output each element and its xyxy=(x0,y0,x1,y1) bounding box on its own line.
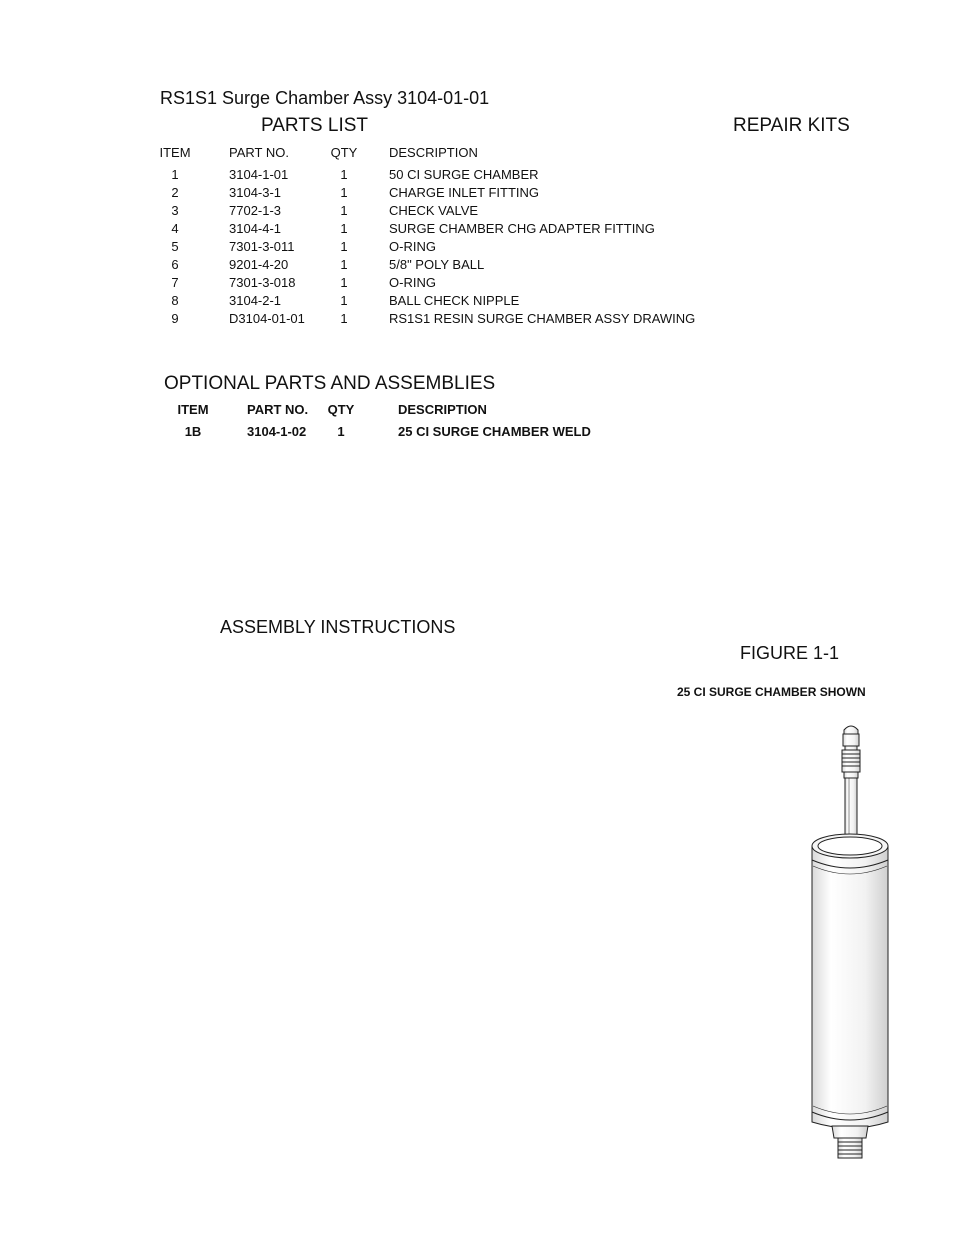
optional-parts-heading: OPTIONAL PARTS AND ASSEMBLIES xyxy=(164,373,496,394)
cell-qty: 1 xyxy=(340,275,348,290)
table-header-row xyxy=(175,401,675,423)
col-desc-header: DESCRIPTION xyxy=(389,145,478,160)
table-row xyxy=(158,292,758,310)
chamber-body xyxy=(812,834,888,1128)
cell-item: 1 xyxy=(171,167,179,182)
table-row xyxy=(158,238,758,256)
col-part-header: PART NO. xyxy=(229,145,289,160)
cell-desc: O-RING xyxy=(389,275,436,290)
cell-part: 9201-4-20 xyxy=(229,257,289,272)
cell-part: 7301-3-018 xyxy=(229,275,296,290)
cell-part: D3104-01-01 xyxy=(229,311,305,326)
table-row xyxy=(158,274,758,292)
cell-desc: BALL CHECK NIPPLE xyxy=(389,293,520,308)
cell-part: 7301-3-011 xyxy=(229,239,295,254)
table-row xyxy=(175,423,675,441)
cell-part: 3104-4-1 xyxy=(229,221,282,236)
cell-part: 3104-1-02 xyxy=(247,424,307,439)
cell-desc: CHECK VALVE xyxy=(389,203,479,218)
cell-item: 3 xyxy=(171,203,179,218)
col-item-header: ITEM xyxy=(177,402,209,417)
cell-part: 7702-1-3 xyxy=(229,203,282,218)
cell-desc: 25 CI SURGE CHAMBER WELD xyxy=(398,424,591,439)
figure-caption: 25 CI SURGE CHAMBER SHOWN xyxy=(677,685,866,699)
col-desc-header: DESCRIPTION xyxy=(398,402,487,417)
cell-item: 8 xyxy=(171,293,179,308)
cell-item: 1B xyxy=(184,424,202,439)
cell-qty: 1 xyxy=(340,203,348,218)
figure-label: FIGURE 1-1 xyxy=(740,643,840,663)
document-title: RS1S1 Surge Chamber Assy 3104-01-01 xyxy=(160,88,490,108)
cell-desc: RS1S1 RESIN SURGE CHAMBER ASSY DRAWING xyxy=(389,311,696,326)
cell-qty: 1 xyxy=(340,311,348,326)
cell-item: 6 xyxy=(171,257,179,272)
cell-item: 9 xyxy=(171,311,179,326)
cell-part: 3104-2-1 xyxy=(229,293,282,308)
table-row xyxy=(158,184,758,202)
table-row xyxy=(158,166,758,184)
parts-list-table xyxy=(158,144,758,328)
cell-qty: 1 xyxy=(340,221,348,236)
table-header-row xyxy=(158,144,758,166)
cell-qty: 1 xyxy=(340,257,348,272)
col-qty-header: QTY xyxy=(330,145,358,160)
cell-desc: 50 CI SURGE CHAMBER xyxy=(389,167,539,182)
cell-qty: 1 xyxy=(340,185,348,200)
cell-part: 3104-3-1 xyxy=(229,185,282,200)
col-qty-header: QTY xyxy=(327,402,355,417)
col-item-header: ITEM xyxy=(159,145,191,160)
cell-qty: 1 xyxy=(337,424,345,439)
cell-desc: O-RING xyxy=(389,239,436,254)
cell-qty: 1 xyxy=(340,293,348,308)
cell-item: 5 xyxy=(171,239,179,254)
table-row xyxy=(158,310,758,328)
table-row xyxy=(158,220,758,238)
cell-desc: 5/8" POLY BALL xyxy=(389,257,485,272)
table-row xyxy=(158,202,758,220)
cell-item: 2 xyxy=(171,185,179,200)
cell-desc: CHARGE INLET FITTING xyxy=(389,185,539,200)
cell-part: 3104-1-01 xyxy=(229,167,289,182)
cell-qty: 1 xyxy=(340,167,348,182)
parts-list-heading: PARTS LIST xyxy=(261,115,368,136)
assembly-instructions-heading: ASSEMBLY INSTRUCTIONS xyxy=(220,617,456,637)
col-part-header: PART NO. xyxy=(247,402,309,417)
table-row xyxy=(158,256,758,274)
repair-kits-heading: REPAIR KITS xyxy=(733,115,850,136)
cell-item: 7 xyxy=(171,275,179,290)
optional-parts-table xyxy=(175,401,675,441)
cell-desc: SURGE CHAMBER CHG ADAPTER FITTING xyxy=(389,221,655,236)
surge-chamber-drawing xyxy=(800,720,900,1165)
cell-item: 4 xyxy=(171,221,179,236)
cell-qty: 1 xyxy=(340,239,348,254)
ball-check-nipple xyxy=(832,1126,868,1158)
